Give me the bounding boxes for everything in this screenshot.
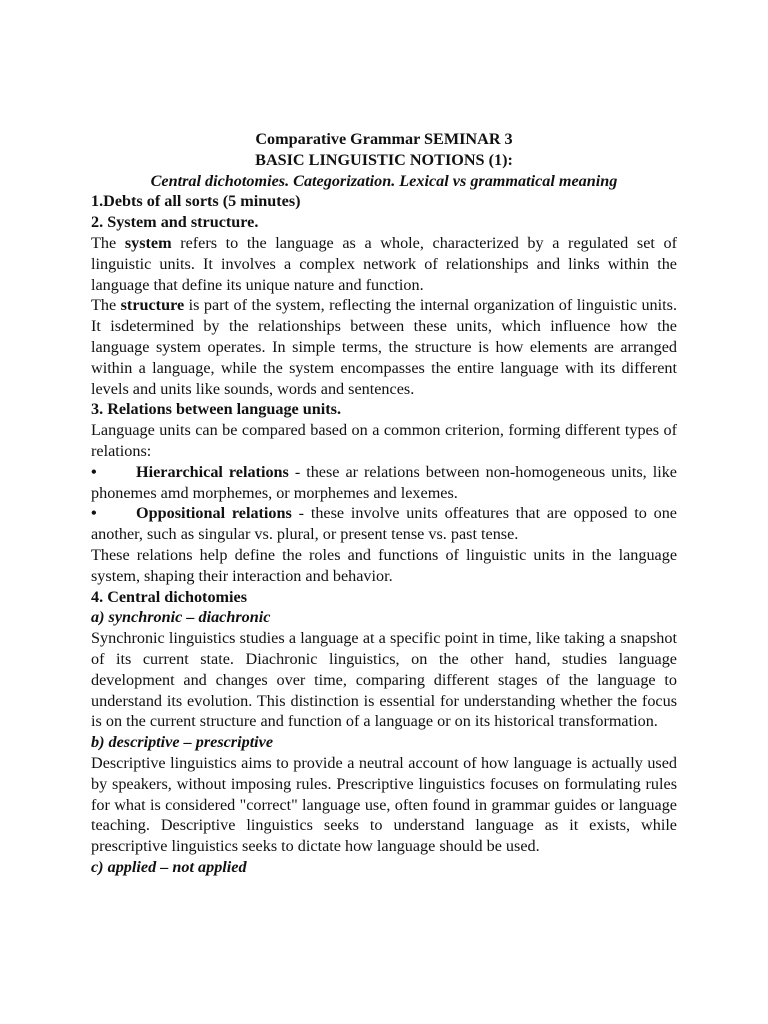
section-heading-2: 2. System and structure. [91,213,259,232]
term-structure: structure [120,296,185,315]
paragraph-system-pre: The [91,233,125,252]
paragraph-system [91,233,677,295]
document-title: Comparative Grammar SEMINAR 3 [255,130,513,148]
section-heading-3: 3. Relations between language units. [91,400,342,419]
section-heading-1: 1.Debts of all sorts (5 minutes) [91,192,301,211]
paragraph-descriptive: Descriptive linguistics aims to provide a neutral account of how language is actually used by speakers, without imposing rules. Prescriptive linguistics focuses on formulating rules for what is considered "correct" language use, often found in grammar guides or language teaching. Descriptive linguistics seeks to understand language as it exists, while prescriptive linguistics seeks to dictate how language should be used. [91,753,677,856]
subheading-synchronic: a) synchronic – diachronic [91,608,271,627]
paragraph-system-body: refers to the language as a whole, characterized by a regulated set of linguistic units. It involves a complex network of relationships and links within the language that define its unique nature and function. [91,233,678,294]
paragraph-relations-summary: These relations help define the roles and functions of linguistic units in the language system, shaping their interaction and behavior. [91,545,677,585]
document-subtitle-heading: BASIC LINGUISTIC NOTIONS (1): [255,150,513,169]
bullet-icon: • [91,462,97,481]
document-page [91,129,677,878]
bullet-icon: • [91,504,97,523]
bullet-item-hierarchical [91,462,677,504]
bullet-hierarchical-text: - these ar relations between non-homogeneous units, like phonemes amd morphemes, or morphemes and lexemes. [91,462,677,502]
term-oppositional: Oppositional relations [136,504,292,523]
bullet-item-oppositional [91,503,677,545]
section-heading-4: 4. Central dichotomies [91,587,248,606]
document-topic-line: Central dichotomies. Categorization. Lexical vs grammatical meaning [150,171,618,190]
paragraph-relations: Language units can be compared based on a common criterion, forming different types of relations: [91,421,677,460]
bullet-oppositional-text: - these involve units offeatures that are opposed to one another, such as singular vs. plural, or present tense vs. past tense. [91,504,677,544]
paragraph-structure-body: is part of the system, reflecting the internal organization of linguistic units. It isdetermined by the relationships between these units, which influence how the language system operates. In simple terms, the structure is how elements are arranged within a language, while the system encompasses the entire language with its different levels and units like sounds, words and sentences. [91,296,677,398]
subheading-descriptive: b) descriptive – prescriptive [91,733,274,752]
paragraph-structure [91,295,677,399]
paragraph-structure-pre: The [91,296,121,315]
term-hierarchical: Hierarchical relations [136,462,289,481]
subheading-applied: c) applied – not applied [91,857,247,876]
paragraph-synchronic: Synchronic linguistics studies a language at a specific point in time, like taking a snapshot of its current state. Diachronic linguistics, on the other hand, studies language development and changes over time, comparing different stages of the language to understand its evolution. This distinction is essential for understanding whether the focus is on the current structure and function of a language or on its historical transformation. [91,629,677,731]
term-system: system [124,233,172,252]
